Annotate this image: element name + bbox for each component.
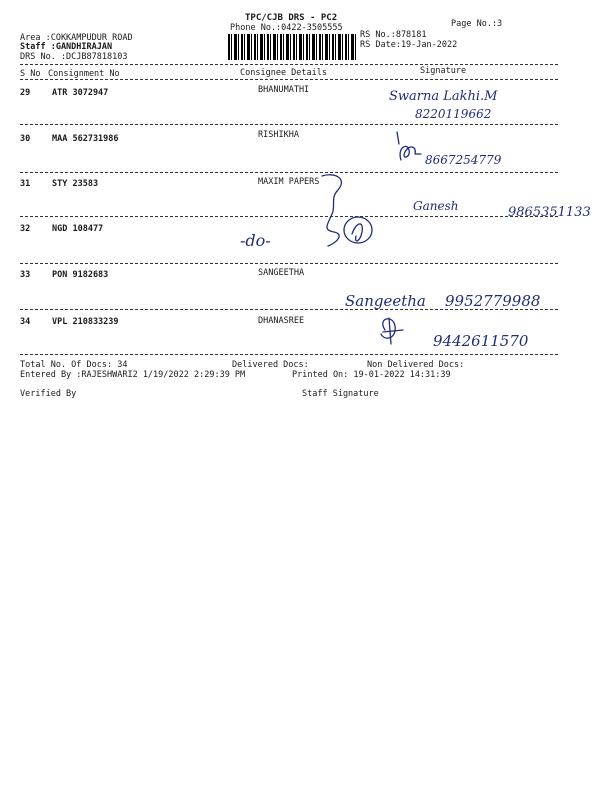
col-consignee: Consignee Details bbox=[240, 68, 327, 78]
row-consignee: SANGEETHA bbox=[258, 268, 305, 278]
phone-number: Phone No.:0422-3505555 bbox=[230, 23, 343, 33]
row-consignee: MAXIM PAPERS bbox=[258, 177, 320, 187]
row-sno: 33 bbox=[20, 270, 31, 280]
delivered-docs: Delivered Docs: bbox=[232, 360, 309, 370]
signature-33-name: Sangeetha bbox=[345, 292, 426, 310]
drs-number: DRS No. :DCJB87818103 bbox=[20, 52, 128, 62]
row-consignment: STY 23583 bbox=[52, 179, 99, 189]
row-sno: 31 bbox=[20, 179, 31, 189]
barcode bbox=[228, 34, 358, 60]
signature-29-phone: 8220119662 bbox=[415, 107, 492, 121]
signature-32-ditto: -do- bbox=[240, 231, 271, 250]
verified-by: Verified By bbox=[20, 389, 77, 399]
row-consignment: ATR 3072947 bbox=[52, 88, 109, 98]
rs-number: RS No.:878181 bbox=[360, 30, 427, 40]
row-consignment: VPL 210833239 bbox=[52, 317, 119, 327]
sheet-title: TPC/CJB DRS - PC2 bbox=[245, 13, 338, 23]
col-sno: S No bbox=[20, 69, 41, 79]
signature-31-name: Ganesh bbox=[413, 199, 459, 213]
rs-date: RS Date:19-Jan-2022 bbox=[360, 40, 458, 50]
total-docs: Total No. Of Docs: 34 bbox=[20, 360, 128, 370]
signature-29-name: Swarna Lakhi.M bbox=[389, 89, 498, 104]
row-consignee: DHANASREE bbox=[258, 316, 305, 326]
row-sno: 29 bbox=[20, 88, 31, 98]
row-consignment: NGD 108477 bbox=[52, 224, 104, 234]
divider bbox=[20, 64, 558, 65]
row-sno: 32 bbox=[20, 224, 31, 234]
staff-signature: Staff Signature bbox=[302, 389, 379, 399]
signature-30 bbox=[395, 130, 535, 170]
col-consignment: Consignment No bbox=[48, 69, 120, 79]
signature-30-phone: 8667254779 bbox=[425, 153, 502, 167]
non-delivered-docs: Non Delivered Docs: bbox=[367, 360, 465, 370]
divider bbox=[20, 79, 558, 80]
page-number: Page No.:3 bbox=[451, 19, 503, 29]
signature-34-phone: 9442611570 bbox=[433, 332, 529, 350]
row-divider bbox=[20, 124, 558, 125]
signature-33-phone: 9952779988 bbox=[445, 292, 541, 310]
signature-31-phone: 9865351133 bbox=[508, 205, 591, 220]
row-sno: 34 bbox=[20, 317, 31, 327]
row-consignment: MAA 562731986 bbox=[52, 134, 119, 144]
row-consignee: RISHIKHA bbox=[258, 130, 299, 140]
row-consignee: BHANUMATHI bbox=[258, 85, 310, 95]
entered-by: Entered By :RAJESHWARI2 1/19/2022 2:29:39 PM bbox=[20, 370, 246, 380]
area-label: Area :COKKAMPUDUR ROAD bbox=[20, 33, 133, 43]
signature-33-34 bbox=[345, 288, 575, 358]
row-divider bbox=[20, 263, 558, 264]
row-consignment: PON 9182683 bbox=[52, 270, 109, 280]
col-signature: Signature bbox=[420, 66, 467, 76]
row-sno: 30 bbox=[20, 134, 31, 144]
staff-label: Staff :GANDHIRAJAN bbox=[20, 42, 113, 52]
signature-29 bbox=[385, 82, 515, 122]
printed-on: Printed On: 19-01-2022 14:31:39 bbox=[292, 370, 451, 380]
